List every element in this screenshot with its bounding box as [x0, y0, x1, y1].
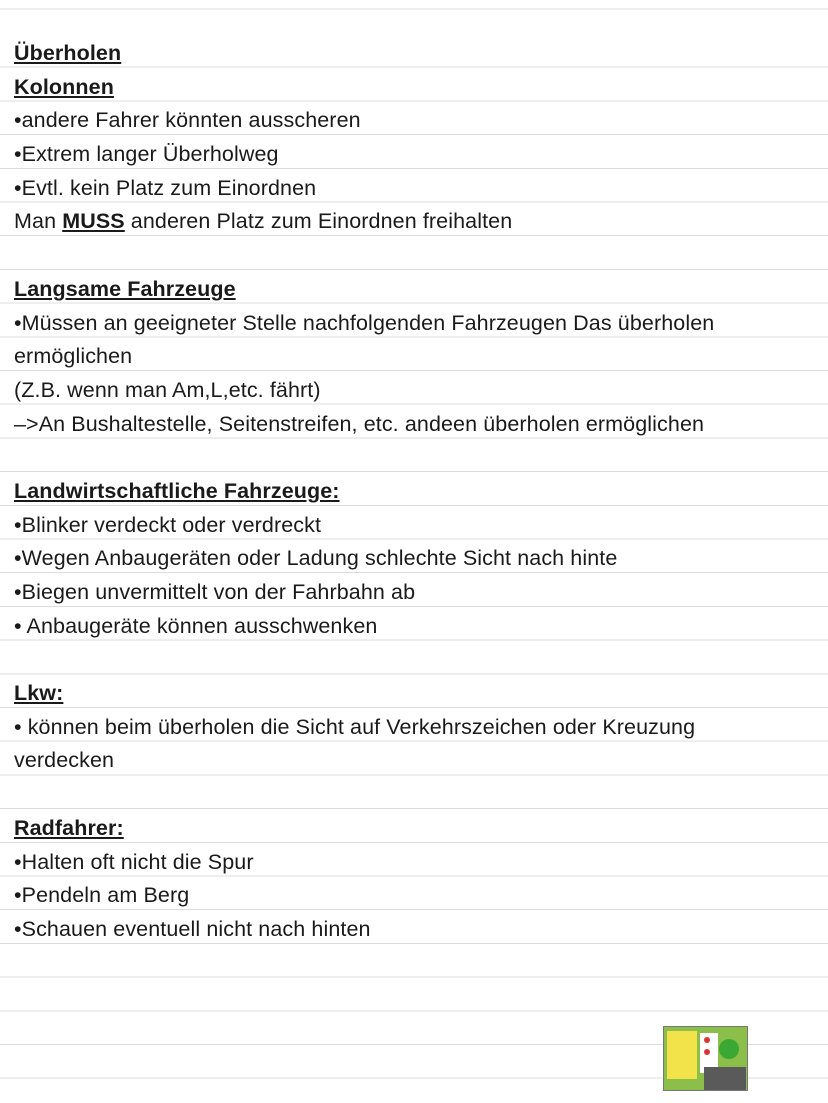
- note-pre: Man: [14, 209, 63, 234]
- blank-line: [14, 643, 814, 677]
- note-post: anderen Platz zum Einordnen freihalten: [124, 209, 513, 234]
- list-item: •Blinker verdeckt oder verdreckt: [14, 512, 322, 537]
- section-heading-kolonnen: Kolonnen: [14, 74, 114, 99]
- emphasis-muss: MUSS: [62, 209, 125, 234]
- thumbnail-yellow-block: [667, 1031, 697, 1079]
- list-item: •Evtl. kein Platz zum Einordnen: [14, 175, 317, 200]
- list-item: • Anbaugeräte können ausschwenken: [14, 613, 378, 638]
- page-title: Überholen: [14, 41, 122, 65]
- text-line: –>An Bushaltestelle, Seitenstreifen, etc. andeen überholen ermöglichen: [14, 411, 705, 436]
- list-item: •andere Fahrer könnten ausscheren: [14, 108, 361, 133]
- thumbnail-red-dot: [704, 1049, 710, 1055]
- thumbnail-red-dot: [704, 1037, 710, 1043]
- section-heading-langsame-fahrzeuge: Langsame Fahrzeuge: [14, 276, 236, 301]
- text-line: •Müssen an geeigneter Stelle nachfolgenden Fahrzeugen Das überholen: [14, 310, 715, 335]
- text-line: ermöglichen: [14, 344, 133, 369]
- list-item: •Schauen eventuell nicht nach hinten: [14, 916, 371, 941]
- text-line: • können beim überholen die Sicht auf Verkehrszeichen oder Kreuzung: [14, 714, 696, 739]
- page-thumbnail-icon[interactable]: [663, 1026, 748, 1091]
- list-item: •Pendeln am Berg: [14, 883, 190, 908]
- thumbnail-dark-block: [704, 1067, 746, 1090]
- text-line: (Z.B. wenn man Am,L,etc. fährt): [14, 377, 321, 402]
- section-heading-lkw: Lkw:: [14, 681, 64, 706]
- note-content: [14, 37, 814, 947]
- blank-line: [14, 239, 814, 273]
- blank-line: [14, 778, 814, 812]
- list-item: •Halten oft nicht die Spur: [14, 849, 254, 874]
- list-item: •Biegen unvermittelt von der Fahrbahn ab: [14, 580, 416, 604]
- thumbnail-green-circle: [719, 1039, 739, 1059]
- list-item: •Wegen Anbaugeräten oder Ladung schlechte Sicht nach hinte: [14, 546, 618, 571]
- list-item: •Extrem langer Überholweg: [14, 142, 279, 167]
- section-heading-landwirtschaftliche-fahrzeuge: Landwirtschaftliche Fahrzeuge:: [14, 478, 340, 503]
- note-line-muss: [14, 205, 814, 239]
- section-heading-radfahrer: Radfahrer:: [14, 815, 124, 840]
- text-line: verdecken: [14, 748, 115, 773]
- blank-line: [14, 441, 814, 475]
